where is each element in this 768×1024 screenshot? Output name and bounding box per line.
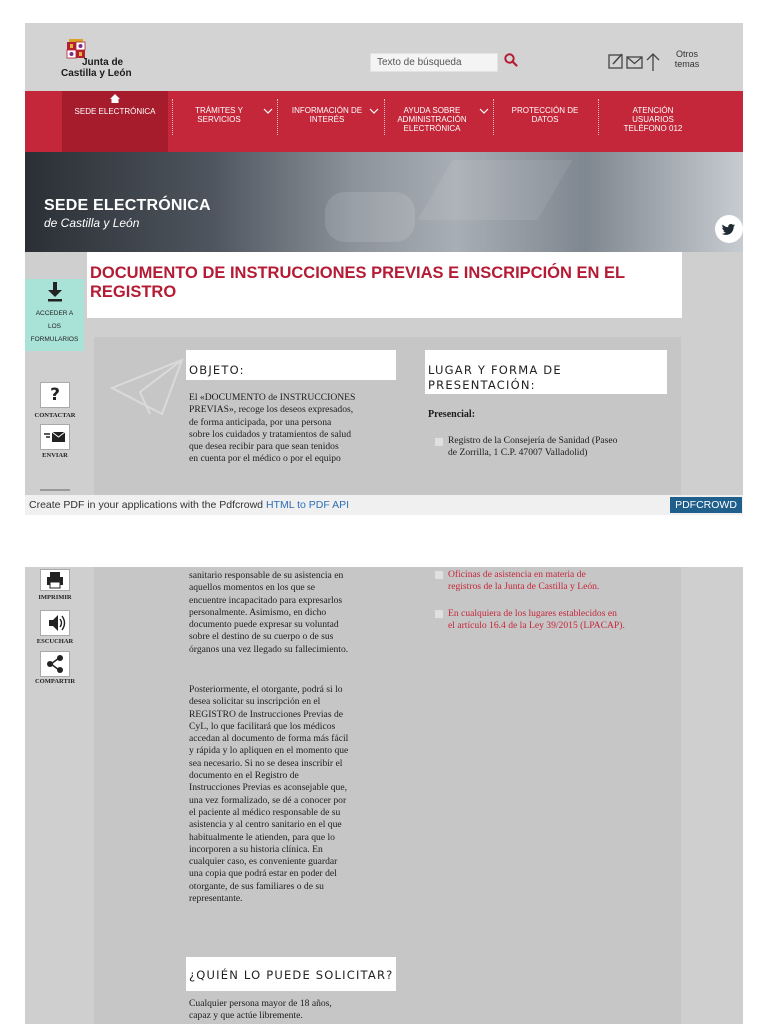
- twitter-icon: [715, 215, 743, 243]
- escuchar-button[interactable]: [40, 610, 70, 636]
- bullet-icon: [435, 610, 443, 618]
- contactar-button[interactable]: [40, 382, 70, 408]
- banner-subtitle: de Castilla y León: [44, 216, 140, 230]
- lugar-item-2[interactable]: Oficinas de asistencia en materia de registros de la Junta de Castilla y León.: [448, 569, 600, 593]
- chevron-down-icon[interactable]: [369, 107, 379, 115]
- nav-atencion[interactable]: ATENCIÓN USUARIOS TELÉFONO 012: [623, 106, 683, 133]
- acceder-formularios-button[interactable]: ACCEDER A LOS FORMULARIOS: [25, 279, 84, 351]
- pdfcrowd-button[interactable]: PDFCROWD: [670, 497, 742, 513]
- printer-icon: [41, 570, 69, 590]
- quien-paragraph: Cualquier persona mayor de 18 años, capaz y que actúe libremente.: [189, 998, 332, 1022]
- search-input[interactable]: Texto de búsqueda: [370, 53, 498, 72]
- share-icon: [41, 652, 69, 676]
- nav-informacion[interactable]: INFORMACIÓN DE INTERÉS: [291, 106, 363, 124]
- arrow-up-icon[interactable]: [647, 54, 659, 71]
- banner-title: SEDE ELECTRÓNICA: [44, 197, 211, 214]
- chevron-down-icon[interactable]: [263, 107, 273, 115]
- presencial-label: Presencial:: [428, 409, 476, 420]
- objeto-paragraph-1a: El «DOCUMENTO de INSTRUCCIONES PREVIAS», recoge los deseos expresados, de forma anticipada, por una persona sobre los cuidados y tratamientos de salud que desea recibir para que sean tenidos en cuenta por el médico o por el equipo: [189, 392, 356, 465]
- enviar-button[interactable]: [40, 424, 70, 450]
- download-icon: [47, 282, 63, 302]
- hero-banner: [25, 152, 743, 252]
- home-icon: [110, 94, 120, 103]
- nav-sede-electronica[interactable]: SEDE ELECTRÓNICA: [62, 91, 168, 152]
- nav-ayuda[interactable]: AYUDA SOBRE ADMINISTRACIÓN ELECTRÓNICA: [397, 106, 467, 133]
- send-mail-icon: [41, 425, 69, 449]
- imprimir-button[interactable]: [40, 569, 70, 591]
- bullet-icon: [435, 571, 443, 579]
- speaker-icon: [41, 611, 69, 635]
- contactar-label: CONTACTAR: [34, 412, 76, 419]
- pdfcrowd-bar: Create PDF in your applications with the Pdfcrowd HTML to PDF API PDFCROWD: [25, 495, 743, 515]
- site-header: [25, 23, 743, 91]
- escuchar-label: ESCUCHAR: [36, 638, 74, 645]
- paper-plane-icon: [110, 358, 185, 418]
- objeto-paragraph-2: Posteriormente, el otorgante, podrá si lo desea solicitar su inscripción en el REGISTRO de Instrucciones Previas de CyL, lo que facilitará que los médicos accedan al documento de forma más fácil y rápida y lo apliquen en el momento que sea necesario. Si no se desea inscribir el documento en el Registro de Instrucciones Previas es aconsejable que, una vez formalizado, se dé a conocer por el paciente al médico responsable de su asistencia y al centro sanitario en el que habitualmente le atienden, para que lo incorporen a su historia clínica. En cualquier caso, es conveniente guardar una copia que podrá estar en poder del otorgante, de sus familiares o de su representante.: [189, 684, 349, 905]
- document-title: DOCUMENTO DE INSTRUCCIONES PREVIAS E INSCRIPCIÓN EN EL REGISTRO: [87, 252, 682, 318]
- twitter-button[interactable]: [715, 215, 743, 243]
- html-to-pdf-link[interactable]: HTML to PDF API: [265, 499, 349, 511]
- objeto-heading: OBJETO:: [186, 350, 396, 380]
- compartir-label: COMPARTIR: [34, 678, 76, 685]
- pdf-page-2: [25, 567, 743, 1024]
- search-icon[interactable]: [503, 52, 519, 68]
- lugar-item-1: Registro de la Consejería de Sanidad (Paseo de Zorrilla, 1 C.P. 47007 Valladolid): [448, 435, 618, 459]
- junta-logo[interactable]: [61, 37, 171, 82]
- chevron-down-icon[interactable]: [479, 107, 489, 115]
- header-tools: [607, 51, 663, 73]
- quien-heading: ¿QUIÉN LO PUEDE SOLICITAR?: [186, 957, 396, 991]
- lugar-heading: LUGAR Y FORMA DE PRESENTACIÓN:: [425, 350, 667, 394]
- objeto-paragraph-1b: sanitario responsable de su asistencia en aquellos momentos en los que se encuentre incapacitado para expresarlos personalmente. Asimismo, en dicho documento puede expresar su voluntad sobre el destino de su cuerpo o de sus órganos una vez llegado su fallecimiento.: [189, 570, 349, 655]
- pdf-page-1: [25, 23, 743, 495]
- main-nav: [25, 91, 743, 152]
- question-icon: ?: [50, 385, 60, 405]
- logo-line1: Junta de: [82, 57, 124, 68]
- mail-icon[interactable]: [627, 57, 642, 68]
- otros-temas-link[interactable]: Otros temas: [674, 49, 700, 69]
- sidebar-divider: [40, 489, 70, 491]
- lugar-item-3[interactable]: En cualquiera de los lugares establecidos en el artículo 16.4 de la Ley 39/2015 (LPACAP).: [448, 608, 625, 632]
- coat-of-arms-icon: [65, 39, 87, 59]
- edit-icon[interactable]: [609, 54, 622, 68]
- nav-proteccion[interactable]: PROTECCIÓN DE DATOS: [511, 106, 579, 124]
- enviar-label: ENVIAR: [42, 452, 68, 459]
- nav-tramites[interactable]: TRÁMITES Y SERVICIOS: [195, 106, 243, 124]
- logo-line2: Castilla y León: [61, 68, 132, 79]
- imprimir-label: IMPRIMIR: [38, 594, 72, 601]
- compartir-button[interactable]: [40, 651, 70, 677]
- bullet-icon: [435, 438, 443, 446]
